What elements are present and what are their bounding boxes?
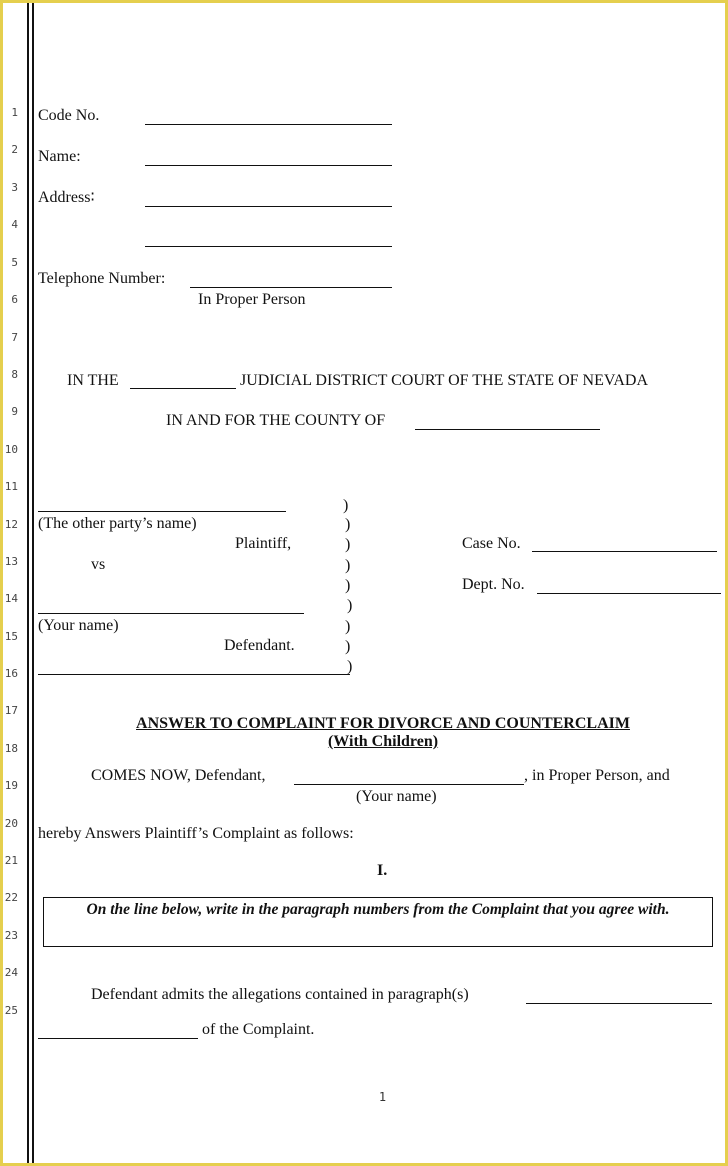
line-number: 15 [4, 630, 18, 643]
code-label: Code No. [38, 107, 100, 124]
phone-label: Telephone Number: [38, 270, 166, 287]
hereby-text: hereby Answers Plaintiff’s Complaint as follows: [38, 825, 354, 842]
plaintiff-name-field[interactable] [38, 511, 286, 512]
dept-no-label: Dept. No. [462, 576, 525, 593]
plaintiff-label: Plaintiff, [235, 535, 292, 552]
dept-no-field[interactable] [537, 593, 721, 594]
line-number: 19 [4, 779, 18, 792]
caption-paren: ) [343, 497, 349, 514]
line-number: 23 [4, 929, 18, 942]
case-no-field[interactable] [532, 551, 717, 552]
instruction-box [43, 897, 713, 947]
proper-person-label: In Proper Person [198, 291, 306, 308]
line-number: 14 [4, 592, 18, 605]
line-number: 11 [4, 480, 18, 493]
address-label: Address∶ [38, 189, 95, 206]
line-number: 12 [4, 518, 18, 531]
caption-paren: ) [345, 536, 351, 553]
defendant-body-name-field[interactable] [294, 784, 524, 785]
name-label: Name: [38, 148, 81, 165]
caption-bottom-rule [38, 674, 350, 675]
caption-paren: ) [347, 658, 353, 675]
line-number: 2 [11, 143, 18, 156]
document-title: ANSWER TO COMPLAINT FOR DIVORCE AND COUNTERCLAIM [136, 715, 630, 732]
your-name-hint: (Your name) [356, 788, 437, 805]
margin-rule-left [27, 3, 29, 1163]
caption-paren: ) [345, 638, 351, 655]
line-number: 4 [11, 218, 18, 231]
phone-field[interactable] [190, 287, 392, 288]
line-number: 18 [4, 742, 18, 755]
line-number: 22 [4, 891, 18, 904]
address-field-1[interactable] [145, 206, 392, 207]
section-heading-i: I. [377, 862, 388, 879]
of-complaint-text: of the Complaint. [202, 1021, 315, 1038]
vs-label: vs [91, 556, 106, 573]
line-number: 7 [11, 331, 18, 344]
caption-paren: ) [345, 618, 351, 635]
line-number: 3 [11, 181, 18, 194]
line-number: 1 [11, 106, 18, 119]
line-number: 24 [4, 966, 18, 979]
district-field[interactable] [130, 388, 236, 389]
line-number: 9 [11, 405, 18, 418]
court-line1-prefix: IN THE [67, 372, 119, 389]
line-number: 13 [4, 555, 18, 568]
line-number: 6 [11, 293, 18, 306]
line-number: 5 [11, 256, 18, 269]
line-number: 17 [4, 704, 18, 717]
defendant-name-field[interactable] [38, 613, 304, 614]
caption-paren: ) [347, 597, 353, 614]
other-party-label: (The other party’s name) [38, 515, 197, 532]
your-name-label: (Your name) [38, 617, 119, 634]
instruction-text: On the line below, write in the paragraph numbers from the Complaint that you agree with. [86, 901, 670, 918]
caption-paren: ) [345, 577, 351, 594]
admits-text: Defendant admits the allegations contained in paragraph(s) [91, 986, 469, 1003]
line-number: 10 [4, 443, 18, 456]
defendant-label: Defendant. [224, 637, 295, 654]
line-number: 25 [4, 1004, 18, 1017]
name-field[interactable] [145, 165, 392, 166]
caption-paren: ) [345, 516, 351, 533]
county-field[interactable] [415, 429, 600, 430]
document-subtitle: (With Children) [327, 733, 439, 750]
line-number: 20 [4, 817, 18, 830]
court-line2: IN AND FOR THE COUNTY OF [166, 412, 386, 429]
paragraph-numbers-field[interactable] [526, 1003, 712, 1004]
court-line1-suffix: JUDICIAL DISTRICT COURT OF THE STATE OF NEVADA [240, 372, 649, 389]
page-number: 1 [378, 1090, 387, 1104]
line-number: 21 [4, 854, 18, 867]
line-number: 16 [4, 667, 18, 680]
in-proper-person-text: , in Proper Person, and [524, 767, 670, 784]
caption-paren: ) [345, 557, 351, 574]
margin-rule-right [32, 3, 34, 1163]
address-field-2[interactable] [145, 246, 392, 247]
code-field[interactable] [145, 124, 392, 125]
comes-now-text: COMES NOW, Defendant, [91, 767, 266, 784]
paragraph-numbers-field-continued[interactable] [38, 1038, 198, 1039]
line-number: 8 [11, 368, 18, 381]
case-no-label: Case No. [462, 535, 521, 552]
